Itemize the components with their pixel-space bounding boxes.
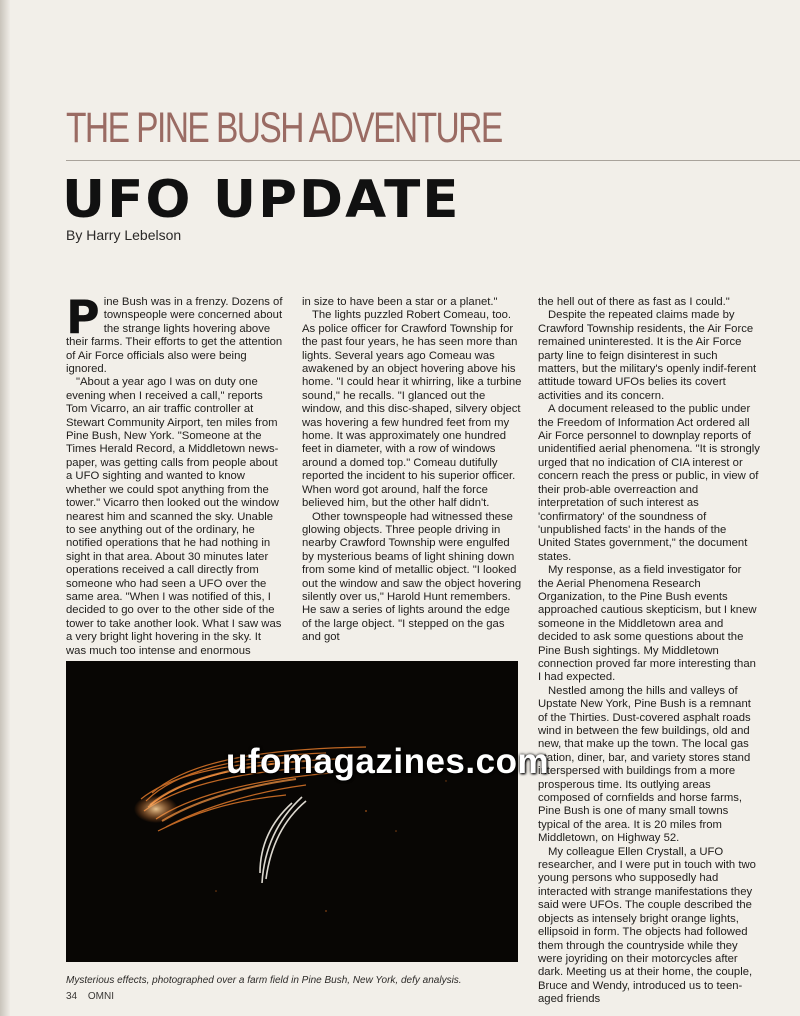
column-3 [538, 296, 760, 1007]
ufo-photo [66, 661, 518, 962]
page-edge [0, 0, 10, 1016]
paragraph: The lights puzzled Robert Comeau, too. As police officer for Crawford Township for the past four years, he has seen more than lights. Several years ago Comeau was awakened by an object hovering above his home. "I could hear it whirring, like a turbine sound," he recalls. "I glanced out the window, and this disc-shaped, silvery object was hovering a few hundred feet from my home. It was approximately one hundred feet in diameter, with a row of windows around a domed top." Comeau dutifully reported the incident to his superior officer. When word got around, half the force believed him, but the other half didn't. [302, 309, 522, 510]
watermark: ufomagazines.com [226, 742, 550, 781]
paragraph: My response, as a field investigator for the Aerial Phenomena Research Organization, to the Pine Bush events approached cautious skepticism, but I knew someone in the Middletown area and decided to ask some questions about the Pine Bush sightings. My Middletown connection proved far more interesting than I had expected. [538, 564, 757, 684]
paragraph: Nestled among the hills and valleys of Upstate New York, Pine Bush is a remnant of the Thirties. Dust-covered asphalt roads wind in between the few buildings, old and new, that make up the town. The local gas station, diner, bar, and variety stores stand interspersed with buildings from a more prosperous time. Its outlying areas composed of cornfields and horse farms, Pine Bush is one of many small towns typical of the area. It is 20 miles from Middletown, on Highway 52. [538, 684, 751, 845]
paragraph: Other townspeople had witnessed these glowing objects. Three people driving in nearby Crawford Township were engulfed by mysterious beams of light shining down from some kind of metallic object. "I looked out the window and saw the object hovering silently over us," Harold Hunt remembers. He saw a series of lights around the edge of the large object. "I stepped on the gas and got [302, 510, 522, 644]
magazine-name: OMNI [87, 991, 115, 1002]
article-headline: UFO UPDATE [62, 170, 461, 230]
column-2 [302, 296, 522, 645]
paragraph: the hell out of there as fast as I could." [538, 296, 730, 308]
paragraph: in size to have been a star or a planet." [302, 296, 498, 308]
drop-cap: P [66, 290, 100, 344]
title-rule [66, 160, 800, 161]
byline: By Harry Lebelson [66, 227, 182, 243]
paragraph: My colleague Ellen Crystall, a UFO researcher, and I were put in touch with two young persons who supposedly had interacted with strange manifestations they said were UFOs. The couple described the objects as intensely bright orange lights, ellipsoid in form. The objects had followed them through the countryside while they were joyriding on their motorcycles after dark. Meeting us at their home, the couple, Bruce and Wendy, introduced us to teen-aged friends [538, 845, 756, 1006]
page-number: 34 [66, 991, 78, 1002]
paragraph: Pine Bush was in a frenzy. Dozens of townspeople were concerned about the strange lights hovering above their farms. Their efforts to get the attention of Air Force officials also were being ignored. [66, 290, 283, 376]
article-kicker: THE PINE BUSH ADVENTURE [66, 104, 502, 152]
column-1 [66, 290, 284, 658]
paragraph: Despite the repeated claims made by Crawford Township residents, the Air Force remained uninterested. It is the Air Force party line to feign disinterest in such matters, but the military's openly indif-ferent attitude toward UFOs belies its covert activities and its concern. [538, 309, 757, 402]
photo-caption: Mysterious effects, photographed over a farm field in Pine Bush, New York, defy analysis. [66, 975, 462, 986]
paragraph: A document released to the public under the Freedom of Information Act ordered all Air Force personnel to downplay reports of unidentified aerial phenomena. "It is strongly urged that no indication of CIA interest or concern reach the press or public, in view of their prob-able overreaction and interpretation of such interest as 'confirmatory' of the soundness of 'unpublished facts' in the hands of the United States government," the document states. [538, 403, 760, 563]
light-streaks-image [66, 661, 518, 962]
paragraph: "About a year ago I was on duty one evening when I received a call," reports Tom Vicarro, an air traffic controller at Stewart Community Airport, ten miles from Pine Bush, New York. "Someone at the Times Herald Record, a Middletown news-paper, was getting calls from people about a UFO sighting and wanted to know whether we could spot anything from the tower." Vicarro then looked out the window nearest him and scanned the sky. Unable to see anything out of the ordinary, he notified operations that he had nothing in sight in that area. About 30 minutes later operations received a call directly from someone who had seen a UFO over the same area. "When I was notified of this, I decided to go over to the other side of the tower to take another look. What I saw was a very bright light hovering in the sky. It was much too intense and enormous [66, 376, 282, 657]
folio [66, 991, 122, 1002]
